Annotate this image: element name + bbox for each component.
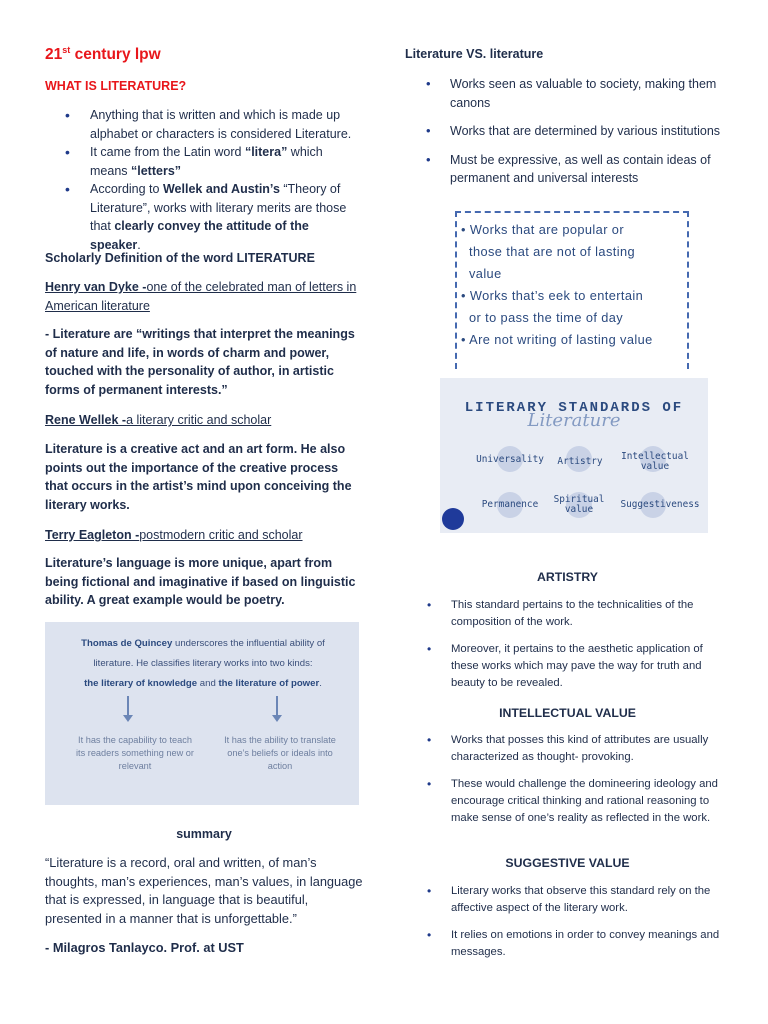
artistry-bullets (405, 597, 725, 692)
document-title: 21st century lpw (45, 45, 161, 64)
vs-bullets (405, 75, 725, 188)
arrow-down-icon (127, 696, 129, 720)
list-item: • This standard pertains to the technicalities of the composition of the work. (405, 597, 725, 631)
standards-script: Literature (527, 410, 621, 431)
list-item: • It relies on emotions in order to convey meanings and messages. (405, 927, 725, 961)
standard-universality: Universality (476, 454, 544, 465)
dashed-box-text: • Works that are popular or those that are not of lasting value • Works that’s eek to entertain or to pass the time of day • Are not writing of lasting value (461, 222, 653, 347)
list-item: • Moreover, it pertains to the aesthetic application of these works which may pave the way for truth and beauty to be revealed. (405, 641, 725, 692)
suggestive-bullets (405, 883, 725, 961)
standard-suggestiveness: Suggestiveness (620, 499, 700, 510)
standard-intellectual: Intellectual value (621, 451, 689, 472)
vandyke-line: Henry van Dyke -one of the celebrated man of letters in American literature (45, 280, 357, 313)
summary-heading: summary (176, 827, 232, 841)
wellek-text: Literature is a creative act and an art form. He also points out the importance of the creative process that occurs in the artist’s mind upon conceiving the literary works. (45, 442, 352, 512)
list-item: • These would challenge the domineering ideology and encourage critical thinking and rational reasoning to make sense of one’s reality as reflected in the work. (405, 776, 725, 827)
literary-standards-graphic (440, 378, 708, 533)
eagleton-line: Terry Eagleton -postmodern critic and scholar (45, 528, 303, 542)
what-is-heading: WHAT IS LITERATURE? (45, 79, 187, 93)
intro-bullets (45, 106, 363, 254)
knowledge-desc: It has the capability to teach its readers something new or relevant (76, 735, 194, 771)
standard-permanence: Permanence (481, 499, 539, 510)
standard-artistry: Artistry (557, 456, 603, 467)
list-item: • It came from the Latin word “litera” which means “letters” (45, 143, 363, 180)
power-desc: It has the ability to translate one’s beliefs or ideals into action (224, 735, 336, 771)
quincey-box (45, 622, 359, 805)
literature-lowercase-box (455, 211, 689, 369)
list-item: • Works that are determined by various institutions (405, 122, 725, 141)
scholarly-heading: Scholarly Definition of the word LITERATURE (45, 251, 315, 265)
suggestive-heading: SUGGESTIVE VALUE (505, 856, 630, 870)
artistry-heading: ARTISTRY (536, 570, 599, 584)
list-item: • According to Wellek and Austin’s “Theory of Literature”, works with literary merits are those that clearly convey the attitude of the speaker. (45, 180, 363, 254)
wellek-line: Rene Wellek -a literary critic and scholar (45, 413, 272, 427)
arrow-down-icon (276, 696, 278, 720)
list-item: • Must be expressive, as well as contain ideas of permanent and universal interests (405, 151, 725, 188)
summary-quote: “Literature is a record, oral and written, of man’s thoughts, man’s experiences, man’s values, in language that is expressed, in language that is beautiful, presented in a manner that is unforgettable.” (45, 855, 363, 926)
vandyke-quote: - Literature are “writings that interpret the meanings of nature and life, in words of charm and power, touched with the personality of author, in artistic forms of permanent interests.” (45, 327, 355, 397)
standard-spiritual: Spiritual value (553, 494, 605, 515)
list-item: • Works that posses this kind of attributes are usually characterized as thought- provoking. (405, 732, 725, 766)
literature-vs-title: Literature VS. literature (405, 47, 544, 61)
eagleton-text: Literature’s language is more unique, apart from being fictional and imaginative if based on linguistic ability. A great example would be poetry. (45, 556, 356, 607)
list-item: • Anything that is written and which is made up alphabet or characters is considered Literature. (45, 106, 363, 143)
list-item: • Works seen as valuable to society, making them canons (405, 75, 725, 112)
intellectual-bullets (405, 732, 725, 827)
list-item: • Literary works that observe this standard rely on the affective aspect of the literary work. (405, 883, 725, 917)
standards-title: LITERARY STANDARDS OF (464, 400, 684, 416)
quincey-text: Thomas de Quincey underscores the influential ability of literature. He classifies literary works into two kinds: the literary of knowledge and the literature of power. (81, 638, 325, 689)
intellectual-heading: INTELLECTUAL VALUE (499, 706, 636, 720)
summary-author: - Milagros Tanlayco. Prof. at UST (45, 940, 244, 955)
decorative-dot-icon (442, 508, 464, 530)
